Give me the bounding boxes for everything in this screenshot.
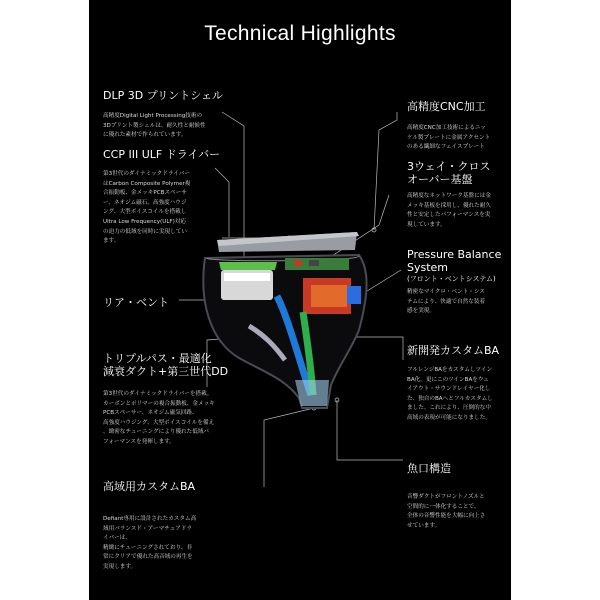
right-heading-3: Pressure Balance System (407, 248, 502, 274)
left-body-1: 高精度Digital Light Processing技術の 3Dプリント製シェルは、耐久性と耐候性 に優れた素材で作られています。 (103, 113, 206, 139)
left-body-5: Defiant専用に設計されたカスタム高 域用バランスド・アーマチュアドラ イバーは、 精緻にチューニングされており、非 常にクリアで優れた高音域の再生を 実現します。 (103, 516, 197, 570)
left-body-4: 第3世代のダイナミックドライバーを搭載。 カーボンとポリマーの複合振動板、金メッキ PCBスペーサー、ネオジム磁気回路、 高強度ハウジング、大型ボイスコイルを備え 、緻密なチューニングにより優れた低域パ フォーマンスを発揮します。 (103, 391, 215, 445)
right-heading-2: 3ウェイ・クロス オーバー基盤 (407, 160, 491, 186)
right-body-4: フルレンジBAをカスタムしツイン BA化。更にこのツインBAをウェ イアウト・サウンドレイヤー化し た、独自のBAへとフルカスタムし ました。これにより、圧倒的な中 高域の表現が可能になりました。 (407, 367, 493, 421)
right-body-1: 高精度CNC加工技術によるニッ ケル製プレートに金属アクセント のある繊細なフェイスプレート (407, 125, 491, 151)
left-heading-3: リア・ベント (103, 296, 169, 309)
right-heading-5: 魚口構造 (407, 462, 451, 475)
right-heading-4: 新開発カスタムBA (407, 344, 500, 357)
poster (89, 0, 511, 600)
left-heading-4: トリプルパス・最適化 減衰ダクト+第三世代DD (103, 352, 229, 378)
page-title: Technical Highlights (204, 22, 396, 45)
left-body-2: 第3世代のダイナミックドライバー はCarbon Composite Polymer複 合振動板、金メッキPCBスペーサ ー、ネオジム磁石、高強度ハウジ ング、大型ボイスコイルを搭載し Ultra Low Frequency(ULF)対応 の迫力の低域を同時に実現してい ます。 (103, 171, 191, 245)
left-heading-1: DLP 3D プリントシェル (103, 89, 224, 102)
right-body-2: 高精度なネットワーク基盤には金 メッキ基板を採用し、優れた耐久 性と安定したパフォーマンスを実 現しています。 (407, 193, 491, 228)
right-body-3: 精密なマイクロ・ベント・シス テムにより、快適で自然な装着 感を実現。 (407, 289, 486, 315)
right-subheading-3: (フロント・ベントシステム) (407, 275, 496, 283)
right-heading-1: 高精度CNC加工 (407, 100, 486, 113)
left-heading-5: 高域用カスタムBA (103, 480, 196, 493)
right-body-5: 音響ダクトがフロントノズルと 空間的に一体化することで、 全体の音響性能を大幅に向上さ せています。 (407, 494, 486, 529)
left-heading-2: CCP III ULF ドライバー (103, 148, 221, 161)
